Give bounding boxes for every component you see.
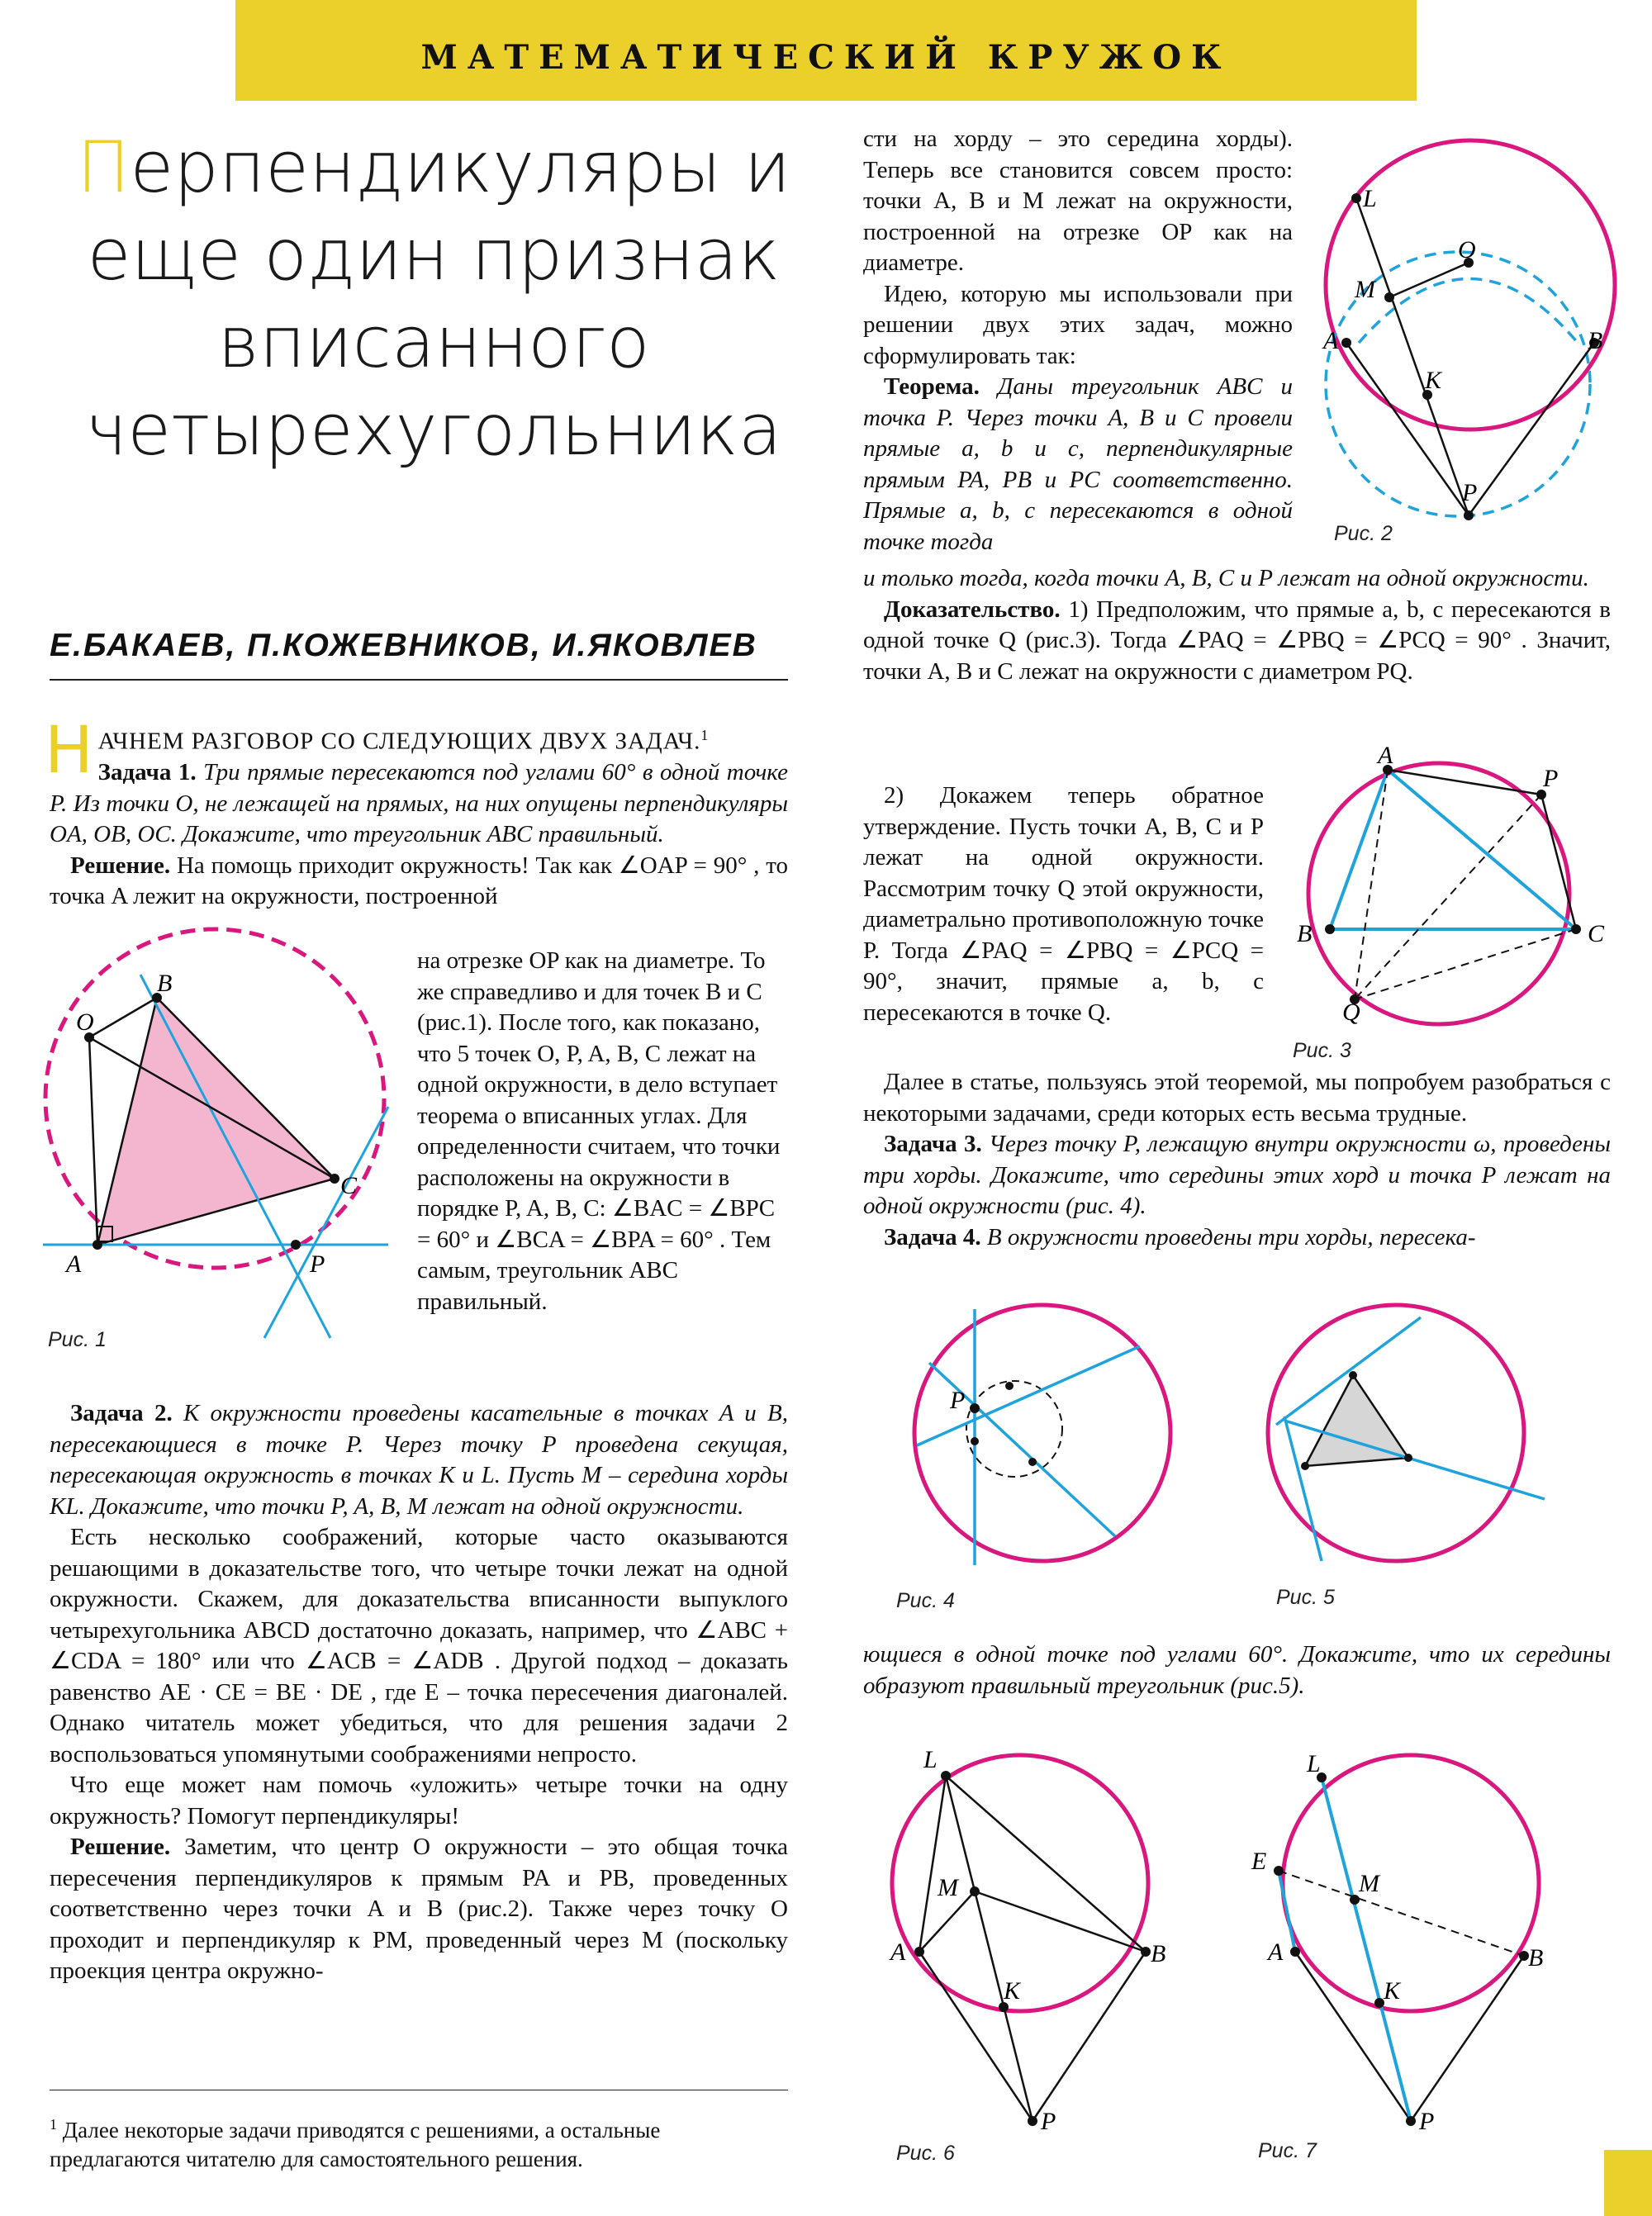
fig4-circle <box>914 1305 1170 1561</box>
fig6-seg-LP <box>946 1776 1032 2121</box>
fig6-label-P: P <box>1041 2108 1056 2135</box>
task3-label: Задача 3. <box>884 1131 982 1157</box>
fig7-seg-EB <box>1279 1871 1524 1956</box>
fig3-label-C: C <box>1588 920 1605 947</box>
task4-text-b: ющиеся в одной точке под углами 60°. Докажите, что их середины образуют правильный треугольник (рис.5). <box>863 1641 1611 1699</box>
fig5-circle <box>1268 1305 1524 1561</box>
title-first-letter: П <box>76 126 131 209</box>
fig2-point-M <box>1384 292 1394 302</box>
task1-label: Задача 1. <box>97 759 197 786</box>
fig7-point-P <box>1406 2116 1416 2126</box>
fig7-label-B: B <box>1528 1944 1544 1972</box>
fig1-point-P <box>291 1240 301 1250</box>
fig3-blue-AB <box>1330 770 1388 929</box>
fig2-label-A: A <box>1323 327 1339 354</box>
fig2-point-A <box>1341 338 1351 348</box>
intro-dropcap: Н <box>45 714 93 788</box>
fig3-label-P: P <box>1543 765 1559 792</box>
para-perpendiculars: Что еще может нам помочь «уложить» четыре точки на одну окружность? Помогут перпендикуляры! <box>50 1772 788 1829</box>
fig3-circle <box>1308 763 1569 1024</box>
further-text: Далее в статье, пользуясь этой теоремой, мы попробуем разобраться с некоторыми задачами, среди которых есть весьма трудные. <box>863 1069 1611 1127</box>
fig3-label-A: A <box>1378 742 1393 769</box>
fig1-label-O: O <box>76 1008 94 1036</box>
proof-label: Доказательство. <box>884 596 1061 623</box>
fig4-point-P <box>970 1403 980 1413</box>
fig6-point-B <box>1141 1947 1151 1957</box>
caption-fig5: Рис. 5 <box>1276 1586 1335 1609</box>
page-tab <box>1604 2150 1652 2216</box>
fig4-midpoint-2 <box>971 1437 979 1445</box>
fig1-label-P: P <box>310 1250 325 1278</box>
fig6-label-L: L <box>923 1746 938 1773</box>
title-rest: ерпендикуляры и еще один признак вписанного четырехугольника <box>85 126 791 472</box>
caption-fig3: Рис. 3 <box>1293 1039 1351 1062</box>
proof-text-b: 2) Докажем теперь обратное утверждение. Пусть точки A, B, C и P лежат на одной окружности. Рассмотрим точку Q этой окружности, диаметрально противоположную точке P. Тогда ∠PAQ = ∠PBQ = ∠PCQ = 90°, значит, прямые a, b, c пересекаются в точке Q. <box>863 782 1264 1026</box>
fig7-seg-LP <box>1322 1777 1411 2121</box>
fig1-label-B: B <box>157 970 173 997</box>
sol2-continued: сти на хорду – это середина хорды). Теперь все становится совсем просто: точки A, B и M лежат на окружности, построенной на отрезке OP как на диаметре. <box>863 126 1293 276</box>
caption-fig6: Рис. 6 <box>896 2142 955 2165</box>
footnote-mark: 1 <box>50 2116 57 2133</box>
fig7-seg-BP <box>1411 1956 1524 2121</box>
fig7-label-M: M <box>1359 1870 1379 1897</box>
fig6-point-M <box>970 1886 980 1896</box>
fig1-label-C: C <box>340 1172 358 1199</box>
task2-text: К окружности проведены касательные в точках A и B, пересекающиеся в точке P. Через точку P проведена секущая, пересекающая окружность в точках K и L. Пусть M – середина хорды KL. Докажите, что точки P, A, B, M лежат на одной окружности. <box>50 1400 789 1520</box>
fig4-midpoint-3 <box>1028 1458 1037 1466</box>
fig3-point-C <box>1571 924 1581 934</box>
fig2-label-L: L <box>1363 185 1377 212</box>
fig6-seg-BM <box>975 1891 1146 1952</box>
fig3-label-Q: Q <box>1342 999 1360 1026</box>
caption-fig2: Рис. 2 <box>1334 522 1393 545</box>
authors: Е.БАКАЕВ, П.КОЖЕВНИКОВ, И.ЯКОВЛЕВ <box>50 628 757 663</box>
fig5-chord-3 <box>1284 1416 1322 1561</box>
sol1-text-a: На помощь приходит окружность! Так как ∠OAP = 90° , то точка A лежит на окружности, построенной <box>50 852 789 910</box>
fig1-point-A <box>93 1240 102 1250</box>
sol1-label: Решение. <box>70 852 171 879</box>
fig3-dash-PQ <box>1355 795 1541 999</box>
fig2-dashed-arc <box>1359 279 1578 344</box>
intro-footnote-mark: 1 <box>700 727 709 743</box>
theorem-label: Теорема. <box>884 373 980 400</box>
caption-fig1: Рис. 1 <box>48 1328 107 1351</box>
fig6-point-A <box>914 1947 924 1957</box>
fig3-dash-CQ <box>1355 929 1576 999</box>
fig3-point-B <box>1325 924 1335 934</box>
fig7-label-K: K <box>1384 1977 1401 2005</box>
task4-text-a: В окружности проведены три хорды, пересека- <box>986 1223 1476 1250</box>
fig3-label-B: B <box>1297 920 1313 947</box>
fig6-label-B: B <box>1151 1940 1166 1967</box>
caption-fig4: Рис. 4 <box>896 1589 955 1612</box>
caption-fig7: Рис. 7 <box>1258 2139 1317 2162</box>
fig1-point-C <box>330 1174 339 1184</box>
sol2-label: Решение. <box>70 1834 171 1860</box>
fig2-seg-LP <box>1356 198 1469 515</box>
fig7-label-E: E <box>1251 1848 1267 1875</box>
fig7-label-L: L <box>1307 1750 1321 1777</box>
fig2-point-P <box>1464 510 1474 520</box>
fig1-seg-OB <box>89 998 157 1037</box>
fig6-seg-BP <box>1032 1952 1146 2121</box>
fig2-label-B: B <box>1588 327 1603 354</box>
fig7-point-E <box>1274 1866 1284 1876</box>
theorem-text-b: и только тогда, когда точки A, B, C и P лежат на одной окружности. <box>863 565 1589 591</box>
fig6-point-L <box>941 1771 951 1781</box>
fig2-point-L <box>1351 193 1361 203</box>
task1-text: Три прямые пересекаются под углами 60° в одной точке P. Из точки O, не лежащей на прямых, на них опущены перпендикуляры OA, OB, OC. Докажите, что треугольник ABC правильный. <box>50 759 789 848</box>
task4-label: Задача 4. <box>884 1223 981 1250</box>
fig4-label-P: P <box>950 1387 966 1414</box>
task2-label: Задача 2. <box>70 1400 173 1426</box>
section-title: МАТЕМАТИЧЕСКИЙ КРУЖОК <box>420 38 1232 77</box>
fig4-dashed-circle <box>966 1381 1062 1477</box>
sol1-text-b: на отрезке OP как на диаметре. То же справедливо и для точек B и C (рис.1). После того, как показано, что 5 точек O, P, A, B, C лежат на одной окружности, в дело вступает теорема о вписанных углах. Для определенности считаем, что точки расположены на окружности в порядке P, A, B, C: ∠BAC = ∠BPC = 60° и ∠BCA = ∠BPA = 60° . Тем самым, треугольник ABC правильный. <box>417 947 781 1315</box>
fig5-midpoint-3 <box>1404 1454 1412 1462</box>
footnote-text: Далее некоторые задачи приводятся с решениями, а остальные предлагаются читателю для самостоятельного решения. <box>50 2118 661 2171</box>
fig6-label-M: M <box>938 1874 958 1901</box>
fig2-label-P: P <box>1462 479 1478 506</box>
fig3-blue-AC <box>1388 770 1576 929</box>
fig1-label-A: A <box>66 1250 82 1278</box>
fig2-label-K: K <box>1425 367 1442 394</box>
fig7-circle <box>1283 1755 1539 2011</box>
fig2-label-O: O <box>1458 236 1476 263</box>
fig7-point-A <box>1290 1947 1300 1957</box>
fig5-midpoint-2 <box>1301 1462 1309 1470</box>
fig6-label-A: A <box>890 1938 906 1966</box>
fig7-label-P: P <box>1419 2108 1435 2135</box>
sol2-text: Заметим, что центр O окружности – это общая точка пересечения перпендикуляров к прямым PA и PB, проведенных соответственно через точки A и B (рис.2). Также через точку O проходит и перпендикуляр к PM, проведенный через M (поскольку проекция центра окружно- <box>50 1834 788 1984</box>
fig6-seg-LB <box>946 1776 1146 1952</box>
fig2-label-M: M <box>1355 276 1375 303</box>
idea-text: Идею, которую мы использовали при решении двух этих задач, можно сформулировать так: <box>863 280 1293 369</box>
fig6-label-K: K <box>1004 1977 1021 2005</box>
para-conditions: Есть несколько соображений, которые часто оказываются решающими в доказательстве того, что четыре точки лежат на одной окружности. Скажем, для доказательства вписанности выпуклого четырехугольника ABCD достаточно доказать, например, что ∠ABC + ∠CDA = 180° или что ∠ACB = ∠ADB . Другой подход – доказать равенство AE · CE = BE · DE , где E – точка пересечения диагоналей. Однако читатель может убедиться, что для решения задачи 2 воспользоваться упомянутыми соображениями непросто. <box>50 1524 788 1768</box>
intro-text: АЧНЕМ РАЗГОВОР СО СЛЕДУЮЩИХ ДВУХ ЗАДАЧ. <box>97 728 701 755</box>
fig5-midpoint-1 <box>1349 1371 1357 1379</box>
task3-text: Через точку P, лежащую внутри окружности ω, проведены три хорды. Докажите, что середины этих хорд и точка P лежат на одной окружности (рис. 4). <box>863 1131 1612 1219</box>
proof-text-a: 1) Предположим, что прямые a, b, c пересекаются в одной точке Q (рис.3). Тогда ∠PAQ = ∠PBQ = ∠PCQ = 90° . Значит, точки A, B и C лежат на окружности с диаметром PQ. <box>863 596 1611 685</box>
fig6-point-P <box>1028 2116 1037 2126</box>
fig4-midpoint-1 <box>1005 1382 1014 1390</box>
fig7-label-A: A <box>1268 1938 1284 1966</box>
theorem-text-a: Даны треугольник ABC и точка P. Через точки A, B и C провели прямые a, b и c, перпендикулярные прямым PA, PB и PC соответственно. Прямые a, b, c пересекаются в одной точке тогда <box>863 373 1293 555</box>
fig3-dash-AQ <box>1355 770 1388 999</box>
